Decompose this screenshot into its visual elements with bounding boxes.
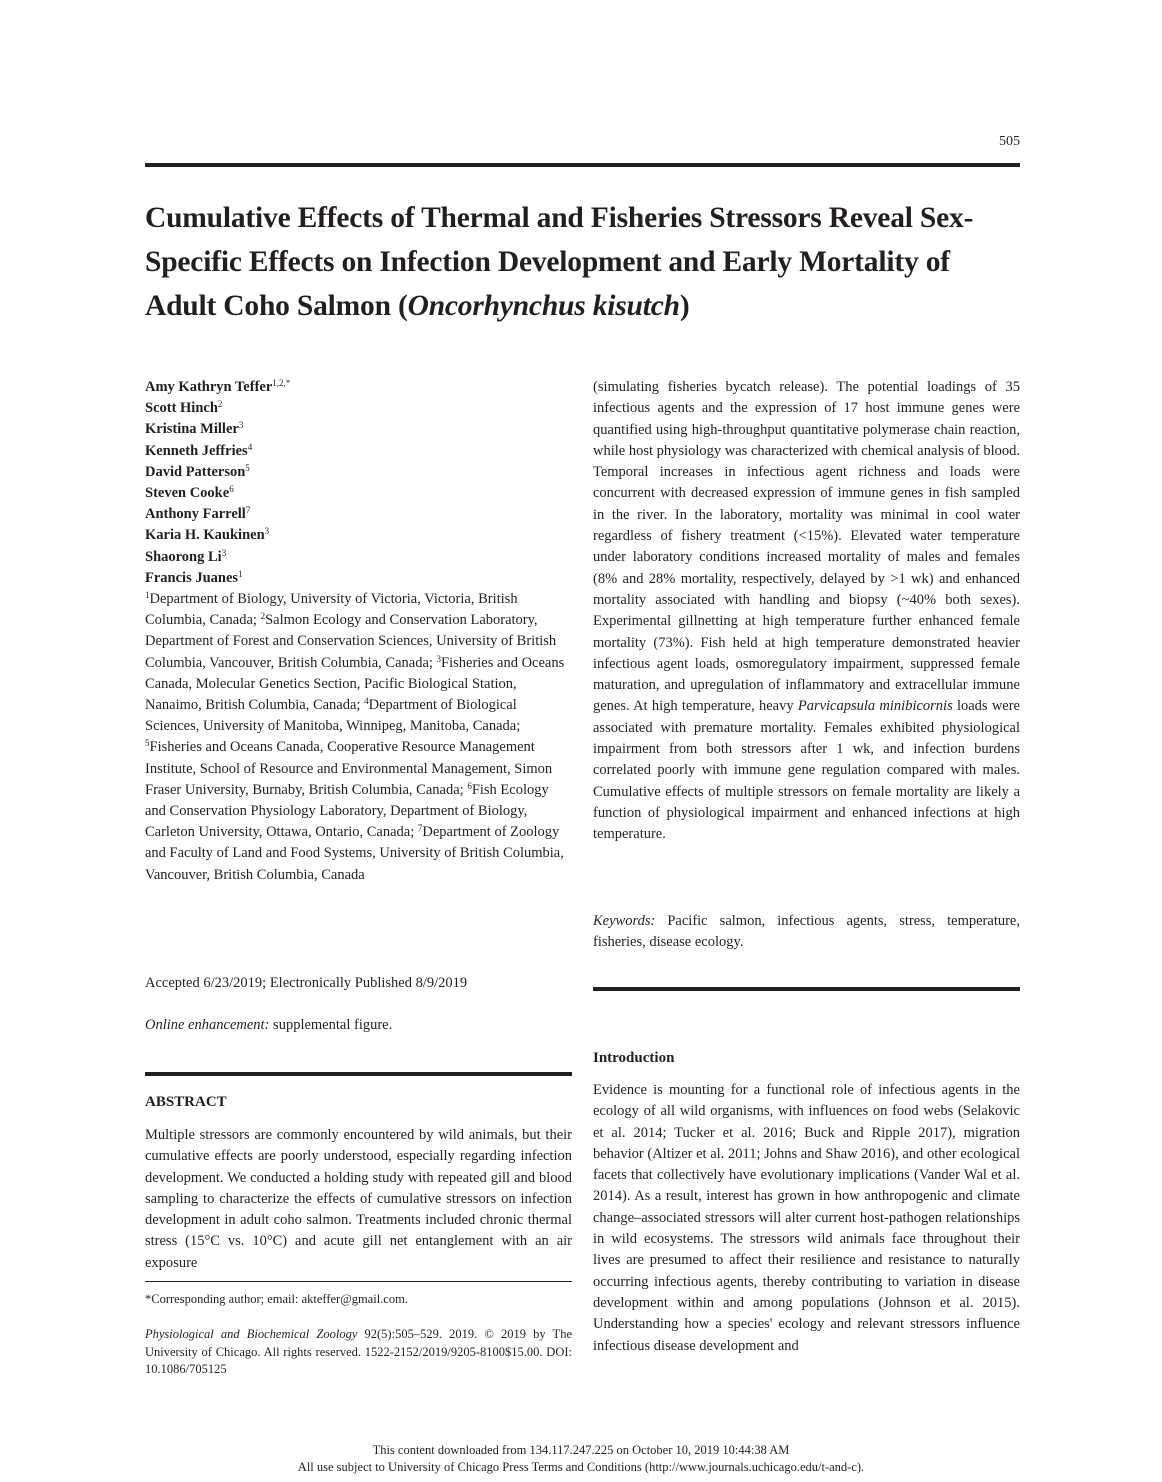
- article-title: [145, 196, 1025, 328]
- author: Steven Cooke$^6$: [145, 484, 234, 502]
- author: Shaorong Li$^3$: [145, 547, 227, 565]
- introduction-text: Evidence is mounting for a functional role of infectious agents in the ecology of all wild organisms, with influences on food webs (Selakovic et al. 2014; Tucker et al. 2016; Buck and Ripple 2017), migration behavior (Altizer et al. 2011; Johns and Shaw 2016), and other ecological facets that collectively have evolutionary implications (Vander Wal et al. 2014). As a result, interest has grown in how anthropogenic and climate change–associated stressors will alter current host-pathogen relationships in wild ecosystems. The stressors wild animals face throughout their lives are presumed to affect their resilience and resistance to naturally occurring infectious agents, thereby contributing to variation in disease development within and among populations (Johnson et al. 2015). Understanding how a species' ecology and relevant stressors influence infectious disease development and: [593, 1082, 1020, 1354]
- author-list: [145, 377, 565, 589]
- affiliation: $^4$Department of Biological Sciences, University of Manitoba, Winnipeg, Manitoba, Canada;: [145, 696, 521, 735]
- affiliation: $^2$Salmon Ecology and Conservation Laboratory, Department of Forest and Conservation Sciences, University of British Columbia, Vancouver, British Columbia, Canada;: [145, 611, 557, 671]
- footer-download-line: This content downloaded from 134.117.247.225 on October 10, 2019 10:44:38 AM: [372, 1443, 790, 1457]
- author: Anthony Farrell$^7$: [145, 505, 251, 523]
- title-close: ): [679, 290, 690, 322]
- corresponding-author-note: *Corresponding author; email: akteffer@gmail.com.: [145, 1292, 408, 1306]
- publication-dates: Accepted 6/23/2019; Electronically Published 8/9/2019: [145, 975, 468, 991]
- introduction-heading: Introduction: [593, 1050, 675, 1066]
- abstract-top-rule: [145, 1072, 572, 1076]
- author: Karia H. Kaukinen$^3$: [145, 526, 270, 544]
- author: Kenneth Jeffries$^4$: [145, 441, 253, 459]
- journal-citation: [145, 1326, 572, 1379]
- footnote-rule: [145, 1281, 572, 1282]
- download-footer: [0, 1442, 1162, 1476]
- author: Scott Hinch$^2$: [145, 399, 223, 417]
- citation-details: 92(5):505–529. 2019. © 2019 by The University of Chicago. All rights reserved. 1522-2152/2019/9205-8100$15.00. DOI: 10.1086/705125: [145, 1327, 572, 1376]
- abstract-text-left: Multiple stressors are commonly encountered by wild animals, but their cumulative effects are poorly understood, especially regarding infection development. We conducted a holding study with repeated gill and blood sampling to characterize the effects of cumulative stressors on infection development in adult coho salmon. Treatments included chronic thermal stress (15°C vs. 10°C) and acute gill net entanglement with an air exposure: [145, 1127, 572, 1271]
- header-rule: [145, 163, 1020, 167]
- affiliation: $^3$Fisheries and Oceans Canada, Molecular Genetics Section, Pacific Biological Station, Nanaimo, British Columbia, Canada;: [145, 653, 565, 714]
- abstract-heading: ABSTRACT: [145, 1094, 227, 1110]
- page-number: 505: [999, 134, 1020, 149]
- affiliation: $^7$Department of Zoology and Faculty of Land and Food Systems, University of British Columbia, Vancouver, British Columbia, Canada: [145, 823, 564, 883]
- affiliations: [145, 589, 573, 886]
- online-enhancement: [145, 1017, 575, 1034]
- abstract-species: Parvicapsula minibicornis: [797, 698, 953, 715]
- keywords-text: Pacific salmon, infectious agents, stress, temperature, fisheries, disease ecology.: [593, 913, 1020, 951]
- online-enhancement-label: Online enhancement:: [145, 1017, 270, 1033]
- title-species: Oncorhynchus kisutch: [407, 290, 680, 322]
- keywords-label: Keywords:: [593, 913, 656, 929]
- affiliation: $^6$Fish Ecology and Conservation Physiology Laboratory, Department of Biology, Carleton University, Ottawa, Ontario, Canada;: [145, 780, 549, 841]
- online-enhancement-text: supplemental figure.: [269, 1017, 393, 1033]
- journal-name: Physiological and Biochemical Zoology: [145, 1327, 358, 1341]
- keywords: [593, 911, 1020, 954]
- abstract-text-right: (simulating fisheries bycatch release). The potential loadings of 35 infectious agents and the expression of 17 host immune genes were quantified using high-throughput quantitative polymerase chain reaction, while host physiology was characterized with chemical analysis of blood. Temporal increases in infectious agent richness and loads were concurrent with decreased expression of immune genes in fish sampled in the river. In the laboratory, mortality was minimal in cool water regardless of fishery treatment (<15%). Elevated water temperature under laboratory conditions increased mortality of males and females (8% and 28% mortality, respectively, delayed by >1 wk) and enhanced mortality associated with handling and biopsy (~40% both sexes). Experimental gillnetting at high temperature further enhanced female mortality (73%). Fish held at high temperature demonstrated heavier infectious agent loads, osmoregulatory impairment, suppressed female maturation, and upregulation of inflammatory and extracellular immune genes. At high temperature, heavy Parvicapsula minibicornis loads were associated with premature mortality. Females exhibited physiological impairment from both stressors after 1 wk, and infection burdens correlated poorly with immune gene regulation compared with males. Cumulative effects of multiple stressors on female mortality are likely a function of physiological impairment and enhanced infections at high temperature.: [593, 379, 1020, 843]
- title-main: Cumulative Effects of Thermal and Fisheries Stressors Reveal Sex-Specific Effects on Infection Development and Early Mortality of Adult Coho Salmon (: [145, 202, 974, 322]
- author: Kristina Miller$^3$: [145, 420, 244, 438]
- affiliation: $^1$Department of Biology, University of Victoria, Victoria, British Columbia, Canada;: [145, 590, 518, 629]
- affiliation: $^5$Fisheries and Oceans Canada, Cooperative Resource Management Institute, School of Resource and Environmental Management, Simon Fraser University, Burnaby, British Columbia, Canada;: [145, 738, 553, 798]
- abstract-bottom-rule: [593, 987, 1020, 991]
- author: Amy Kathryn Teffer$^{1,2,*}$: [145, 378, 291, 395]
- author: Francis Juanes$^1$: [145, 568, 243, 586]
- author: David Patterson$^5$: [145, 462, 250, 480]
- footer-terms-line: All use subject to University of Chicago Press Terms and Conditions (http://www.journals.uchicago.edu/t-and-c).: [297, 1460, 865, 1474]
